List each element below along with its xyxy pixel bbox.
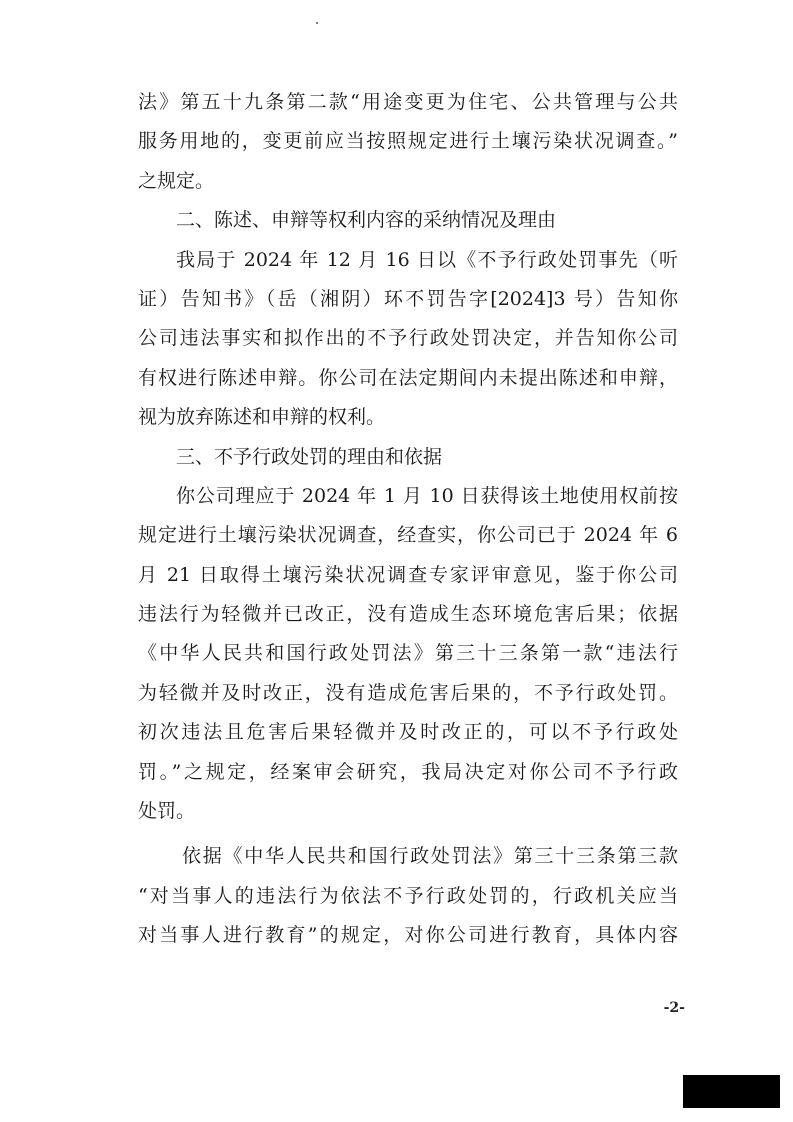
- text-line: 处罚。: [138, 800, 196, 823]
- text-line: 罚。”之规定，经案审会研究，我局决定对你公司不予行政: [138, 760, 678, 783]
- text-line: 违法行为轻微并已改正，没有造成生态环境危害后果；依据: [138, 603, 678, 626]
- page-number: -2-: [663, 1000, 685, 1016]
- text-line: 服务用地的，变更前应当按照规定进行土壤污染状况调查。”: [138, 130, 678, 153]
- text-line: 对当事人进行教育”的规定，对你公司进行教育，具体内容: [138, 924, 678, 947]
- text-line: 之规定。: [138, 169, 215, 192]
- text-line: 视为放弃陈述和申辩的权利。: [138, 406, 386, 429]
- text-line: 你公司理应于 2024 年 1 月 10 日获得该土地使用权前按: [176, 484, 678, 507]
- text-line: “对当事人的违法行为依法不予行政处罚的，行政机关应当: [138, 884, 678, 907]
- text-line: 依据《中华人民共和国行政处罚法》第三十三条第三款: [182, 845, 678, 868]
- text-line: 公司违法事实和拟作出的不予行政处罚决定，并告知你公司: [138, 327, 678, 350]
- text-line: 规定进行土壤污染状况调查，经查实，你公司已于 2024 年 6: [138, 524, 678, 547]
- scan-speck: [316, 22, 318, 24]
- section-heading: 三、不予行政处罚的理由和依据: [176, 445, 443, 468]
- text-line: 初次违法且危害后果轻微并及时改正的，可以不予行政处: [138, 721, 678, 744]
- text-line: 《中华人民共和国行政处罚法》第三十三条第一款“违法行: [138, 642, 678, 665]
- text-line: 有权进行陈述申辩。你公司在法定期间内未提出陈述和申辩，: [138, 366, 678, 389]
- text-line: 法》第五十九条第二款“用途变更为住宅、公共管理与公共: [138, 91, 678, 113]
- text-line: 证）告知书》（岳（湘阴）环不罚告字[2024]3 号）告知你: [138, 287, 678, 310]
- text-line: 我局于 2024 年 12 月 16 日以《不予行政处罚事先（听: [176, 248, 678, 271]
- text-line: 为轻微并及时改正，没有造成危害后果的，不予行政处罚。: [138, 681, 678, 704]
- text-line: 月 21 日取得土壤污染状况调查专家评审意见，鉴于你公司: [138, 563, 678, 586]
- redaction-block: [683, 1075, 780, 1108]
- document-body: [138, 83, 678, 956]
- section-heading: 二、陈述、申辩等权利内容的采纳情况及理由: [176, 209, 557, 232]
